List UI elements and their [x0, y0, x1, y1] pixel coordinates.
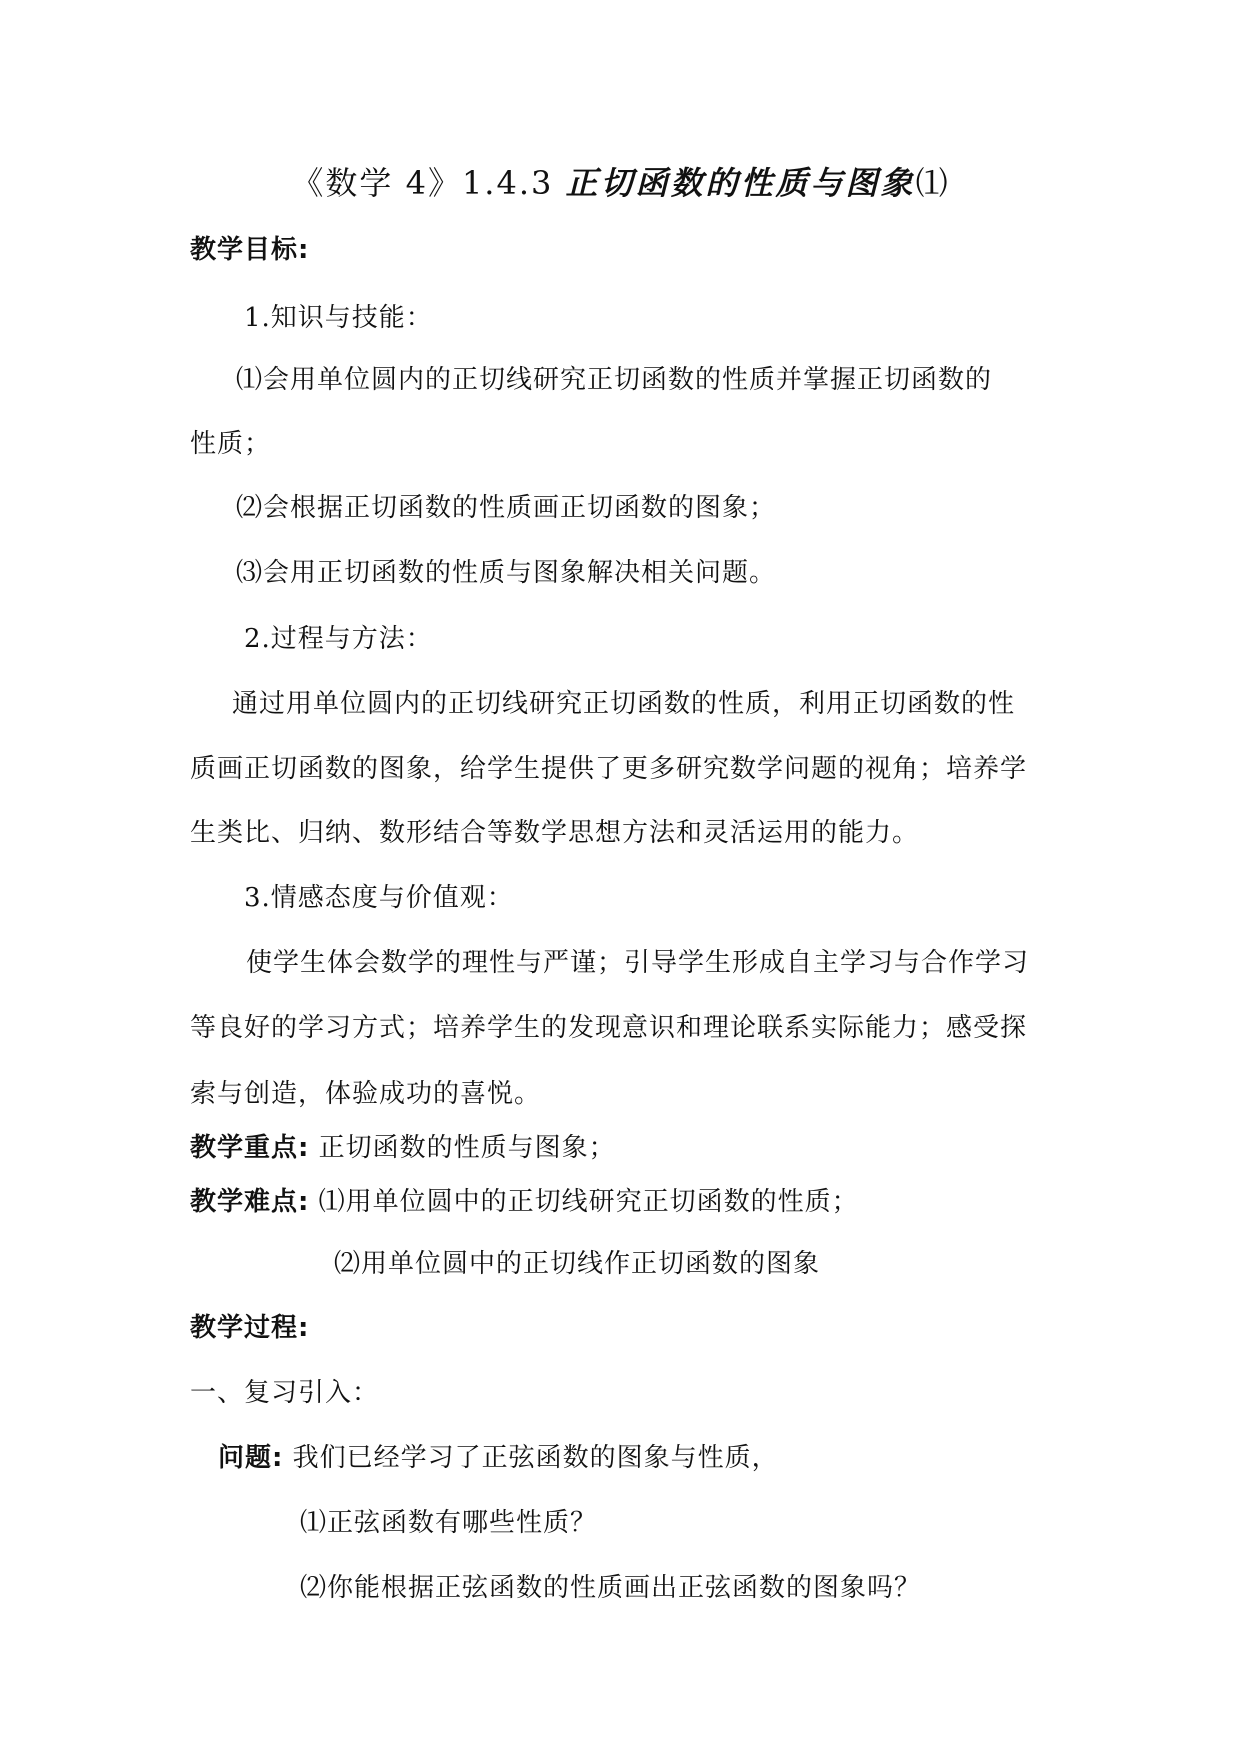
key-points-label: 教学重点:	[190, 1133, 310, 1163]
knowledge-item1-line2: 性质；	[190, 429, 272, 459]
knowledge-item3: ⑶会用正切函数的性质与图象解决相关问题。	[236, 558, 777, 588]
knowledge-heading: 1.知识与技能：	[244, 303, 433, 333]
attitude-heading: 3.情感态度与价值观：	[244, 883, 514, 913]
title-suffix: ⑴	[915, 164, 950, 202]
attitude-line3: 索与创造，体验成功的喜悦。	[190, 1079, 542, 1109]
process-method-line2: 质画正切函数的图象，给学生提供了更多研究数学问题的视角；培养学	[190, 754, 1028, 784]
question-row	[218, 1440, 779, 1476]
question-item1: ⑴正弦函数有哪些性质？	[300, 1508, 598, 1538]
knowledge-item2: ⑵会根据正切函数的性质画正切函数的图象；	[236, 493, 777, 523]
knowledge-item1-line1: ⑴会用单位圆内的正切线研究正切函数的性质并掌握正切函数的	[236, 365, 993, 395]
section-review-heading: 一、复习引入：	[190, 1378, 380, 1408]
attitude-line2: 等良好的学习方式；培养学生的发现意识和理论联系实际能力；感受探	[190, 1013, 1028, 1043]
objectives-heading: 教学目标:	[190, 235, 310, 265]
key-points-text: 正切函数的性质与图象；	[318, 1133, 616, 1163]
difficulties-item2: ⑵用单位圆中的正切线作正切函数的图象	[334, 1249, 821, 1279]
page-title	[0, 162, 1241, 204]
difficulties-row	[190, 1184, 859, 1220]
key-points-row	[190, 1130, 616, 1166]
question-label: 问题:	[218, 1443, 284, 1473]
process-heading: 教学过程:	[190, 1313, 310, 1343]
question-item2: ⑵你能根据正弦函数的性质画出正弦函数的图象吗？	[300, 1573, 922, 1603]
title-prefix: 《数学 4》1.4.3	[291, 164, 566, 202]
process-method-line1: 通过用单位圆内的正切线研究正切函数的性质，利用正切函数的性	[232, 689, 1016, 719]
process-method-heading: 2.过程与方法：	[244, 624, 433, 654]
difficulties-label: 教学难点:	[190, 1187, 310, 1217]
process-method-line3: 生类比、归纳、数形结合等数学思想方法和灵活运用的能力。	[190, 818, 920, 848]
title-main: 正切函数的性质与图象	[565, 164, 916, 202]
attitude-line1: 使学生体会数学的理性与严谨；引导学生形成自主学习与合作学习	[246, 948, 1030, 978]
difficulties-item1: ⑴用单位圆中的正切线研究正切函数的性质；	[318, 1187, 859, 1217]
question-text: 我们已经学习了正弦函数的图象与性质，	[292, 1443, 779, 1473]
